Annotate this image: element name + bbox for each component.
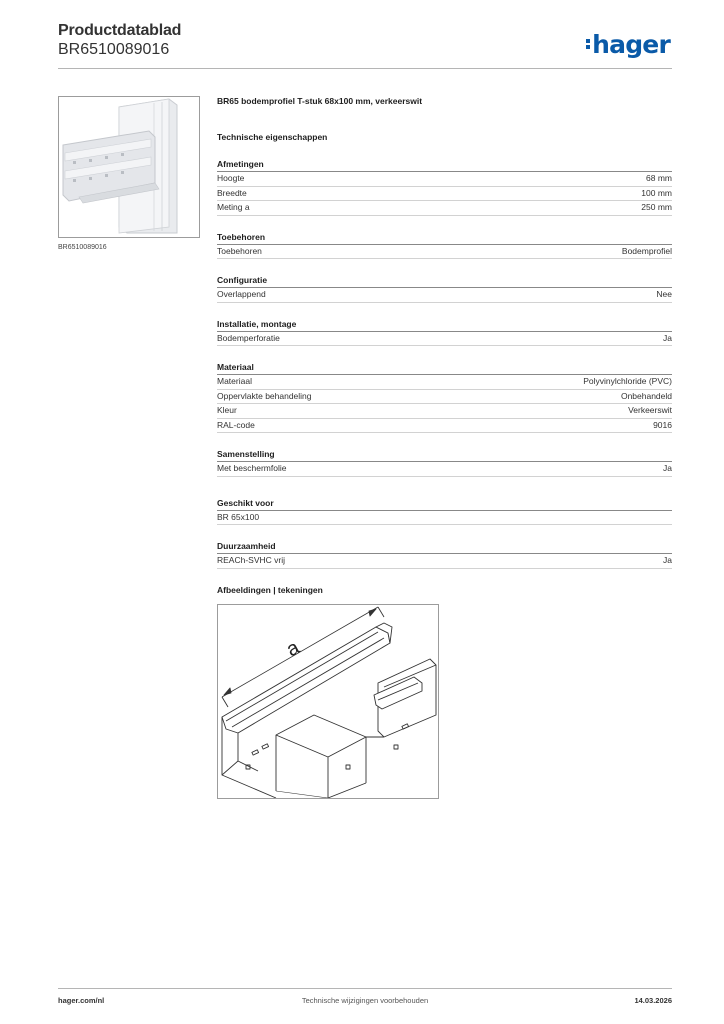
spec-row	[217, 390, 672, 405]
section-title: Samenstelling	[217, 448, 672, 462]
spec-label: BR 65x100	[217, 511, 260, 522]
spec-value: 9016	[653, 419, 672, 430]
spec-value: Ja	[663, 555, 672, 565]
spec-row	[217, 288, 672, 303]
product-photo	[58, 96, 200, 238]
spec-value: 68 mm	[646, 173, 672, 183]
section-configuratie	[217, 274, 672, 303]
logo-dots-icon	[586, 37, 590, 51]
section-toebehoren	[217, 231, 672, 260]
spec-label: Toebehoren	[217, 245, 262, 256]
technical-drawing-illustration	[218, 605, 438, 798]
spec-label: Oppervlakte behandeling	[217, 390, 312, 401]
section-title: Installatie, montage	[217, 318, 672, 332]
spec-value: Verkeerswit	[628, 405, 672, 415]
spec-label: Met beschermfolie	[217, 463, 287, 473]
spec-row	[217, 245, 672, 260]
spec-label: REACh-SVHC vrij	[217, 555, 286, 565]
header-divider	[58, 68, 672, 69]
spec-value: Nee	[656, 289, 672, 299]
spec-value: Onbehandeld	[620, 390, 672, 401]
section-geschikt-voor	[217, 497, 672, 526]
spec-row	[217, 554, 672, 569]
footer-disclaimer: Technische wijzigingen voorbehouden	[301, 996, 429, 1005]
spec-value: 100 mm	[641, 187, 672, 198]
spec-value: Polyvinylchloride (PVC)	[583, 376, 672, 386]
section-duurzaamheid	[217, 540, 672, 569]
photo-caption: BR6510089016	[58, 244, 107, 251]
product-id: BR6510089016	[58, 41, 170, 58]
section-title: Toebehoren	[217, 231, 672, 245]
hager-logo	[586, 30, 670, 59]
dimension-label: a	[282, 636, 304, 661]
spec-row	[217, 332, 672, 347]
spec-row	[217, 462, 672, 477]
spec-row	[217, 511, 672, 526]
footer-divider	[58, 988, 672, 989]
section-afmetingen	[217, 158, 672, 216]
spec-value: 250 mm	[641, 202, 672, 212]
spec-label: Hoogte	[217, 173, 245, 183]
section-samenstelling	[217, 448, 672, 477]
spec-label: RAL-code	[217, 419, 255, 430]
page-header	[58, 22, 672, 68]
drawings-heading: Afbeeldingen | tekeningen	[217, 584, 323, 595]
footer-date: 14.03.2026	[634, 996, 672, 1005]
spec-label: Kleur	[217, 405, 237, 415]
product-title: BR65 bodemprofiel T-stuk 68x100 mm, verkeerswit	[217, 96, 423, 106]
technical-properties-heading: Technische eigenschappen	[217, 132, 328, 142]
spec-row	[217, 172, 672, 187]
spec-value: Ja	[663, 463, 672, 473]
section-materiaal	[217, 361, 672, 433]
spec-row	[217, 404, 672, 419]
spec-value: Ja	[663, 332, 672, 343]
spec-row	[217, 375, 672, 390]
section-title: Duurzaamheid	[217, 540, 672, 554]
section-title: Materiaal	[217, 361, 672, 375]
section-title: Geschikt voor	[217, 497, 672, 511]
spec-row	[217, 187, 672, 202]
section-title: Configuratie	[217, 274, 672, 288]
spec-label: Meting a	[217, 202, 250, 212]
technical-drawing	[217, 604, 439, 799]
specifications	[217, 96, 672, 799]
product-photo-illustration	[59, 97, 199, 237]
page-footer	[58, 996, 672, 1008]
section-installatie	[217, 318, 672, 347]
spec-label: Bodemperforatie	[217, 332, 280, 343]
footer-website-link[interactable]: hager.com/nl	[58, 996, 105, 1005]
spec-row	[217, 201, 672, 216]
section-title: Afmetingen	[217, 158, 672, 172]
spec-label: Materiaal	[217, 376, 252, 386]
spec-label: Breedte	[217, 187, 247, 198]
document-title: Productdatablad	[58, 22, 182, 39]
logo-text: hager	[592, 30, 670, 59]
spec-label: Overlappend	[217, 289, 266, 299]
spec-row	[217, 419, 672, 434]
spec-value: Bodemprofiel	[621, 245, 672, 256]
